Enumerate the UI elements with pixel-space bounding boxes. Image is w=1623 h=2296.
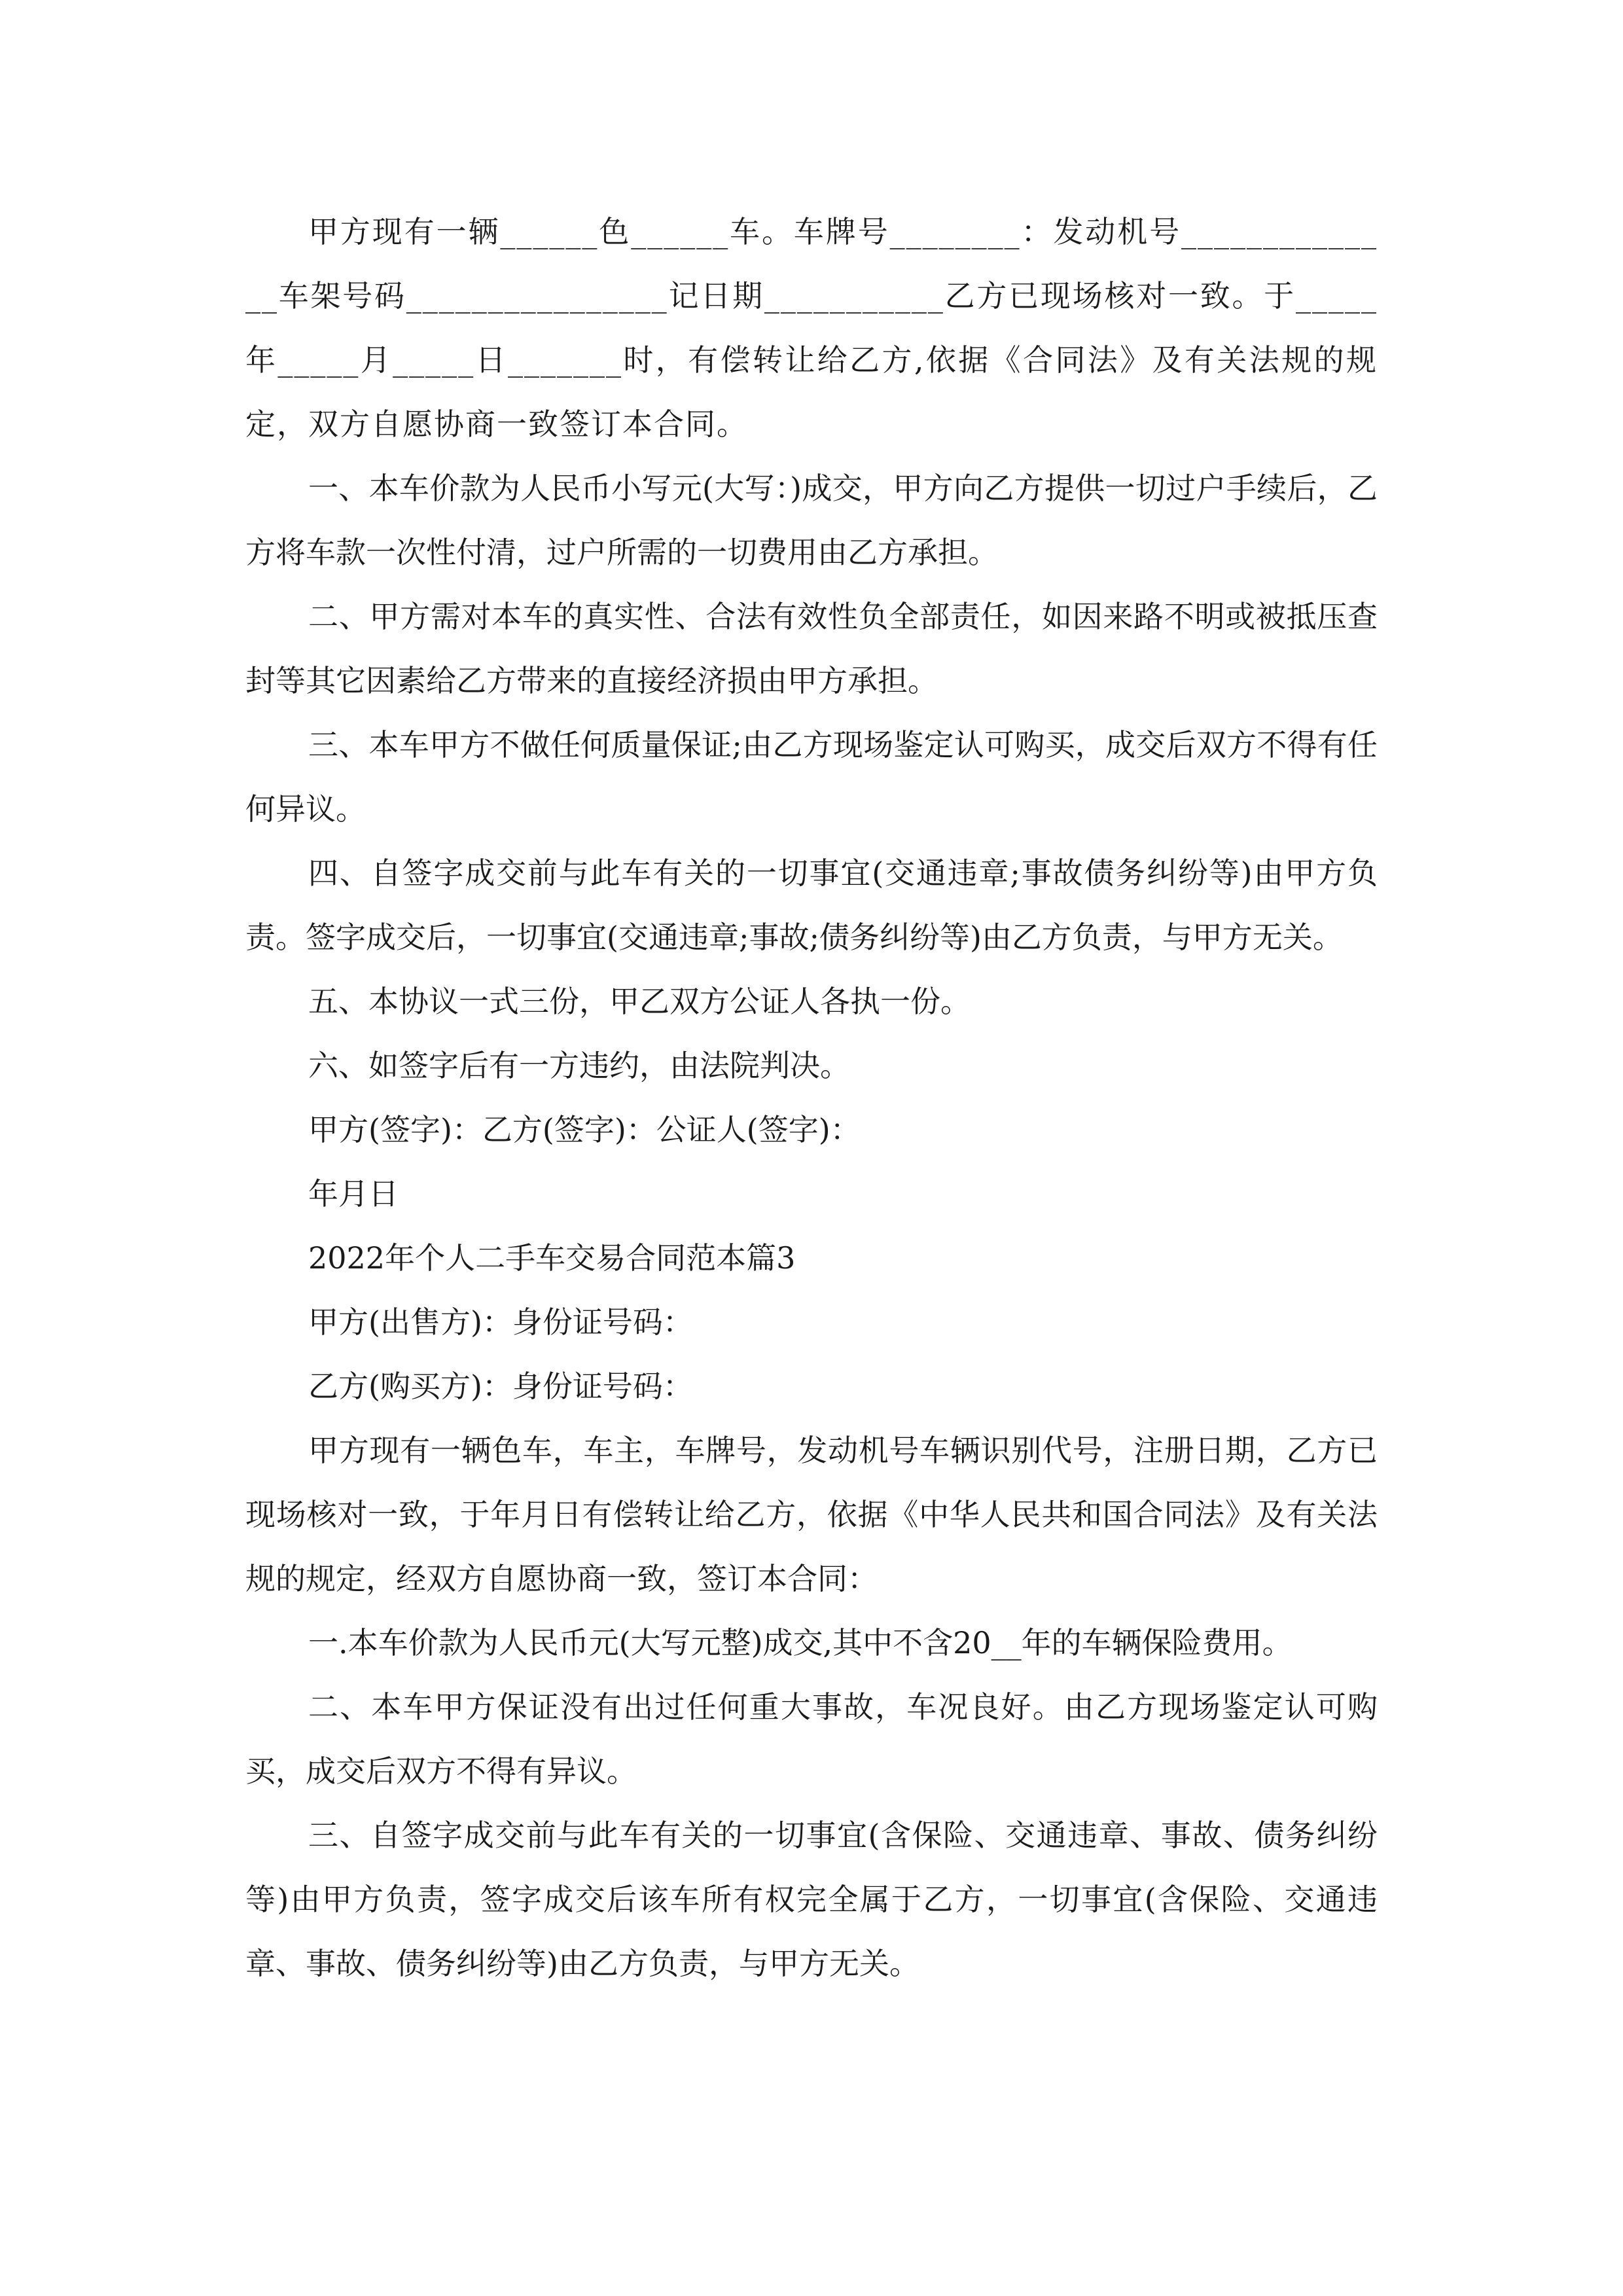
paragraph-clause-4-responsibility: 四、自签字成交前与此车有关的一切事宜(交通违章;事故债务纠纷等)由甲方负责。签字成交后，一切事宜(交通违章;事故;债务纠纷等)由乙方负责，与甲方无关。	[245, 855, 1378, 955]
paragraph-party-a: 甲方(出售方)：身份证号码：	[308, 1304, 693, 1340]
paragraph-vehicle-info-2: 甲方现有一辆色车，车主，车牌号，发动机号车辆识别代号，注册日期，乙方已现场核对一致，于年月日有偿转让给乙方，依据《中华人民共和国合同法》及有关法规的规定，经双方自愿协商一致，签订本合同：	[245, 1433, 1378, 1596]
paragraph-clause-2-liability: 二、甲方需对本车的真实性、合法有效性负全部责任，如因来路不明或被抵压查封等其它因素给乙方带来的直接经济损由甲方承担。	[245, 599, 1378, 698]
section-title-template-3: 2022年个人二手车交易合同范本篇3	[308, 1240, 796, 1276]
paragraph-signatures: 甲方(签字)：乙方(签字)：公证人(签字)：	[308, 1112, 861, 1147]
paragraph-vehicle-info: 甲方现有一辆______色______车。车牌号________：发动机号______________车架号码________________记日期___________乙方已现场核对一致。于_____年_____月_____日_______时，有偿转让给乙方,依据《合同法》及有关法规的规定，双方自愿协商一致签订本合同。	[245, 214, 1378, 442]
paragraph-party-b: 乙方(购买方)：身份证号码：	[308, 1369, 693, 1404]
paragraph-clause-1-price-2: 一.本车价款为人民币元(大写元整)成交,其中不含20__年的车辆保险费用。	[308, 1625, 1293, 1660]
paragraph-clause-3-responsibility-2: 三、自签字成交前与此车有关的一切事宜(含保险、交通违章、事故、债务纠纷等)由甲方负责，签字成交后该车所有权完全属于乙方，一切事宜(含保险、交通违章、事故、债务纠纷等)由乙方负责，与甲方无关。	[245, 1818, 1378, 1981]
paragraph-clause-2-condition-2: 二、本车甲方保证没有出过任何重大事故，车况良好。由乙方现场鉴定认可购买，成交后双方不得有异议。	[245, 1689, 1378, 1789]
paragraph-clause-5-copies: 五、本协议一式三份，甲乙双方公证人各执一份。	[308, 984, 971, 1019]
paragraph-clause-3-no-warranty: 三、本车甲方不做任何质量保证;由乙方现场鉴定认可购买，成交后双方不得有任何异议。	[245, 727, 1378, 827]
paragraph-clause-1-price: 一、本车价款为人民币小写元(大写：)成交，甲方向乙方提供一切过户手续后，乙方将车款一次性付清，过户所需的一切费用由乙方承担。	[245, 471, 1378, 570]
document-body	[245, 200, 1378, 1996]
paragraph-date: 年月日	[308, 1176, 399, 1211]
paragraph-clause-6-breach: 六、如签字后有一方违约，由法院判决。	[308, 1048, 850, 1083]
